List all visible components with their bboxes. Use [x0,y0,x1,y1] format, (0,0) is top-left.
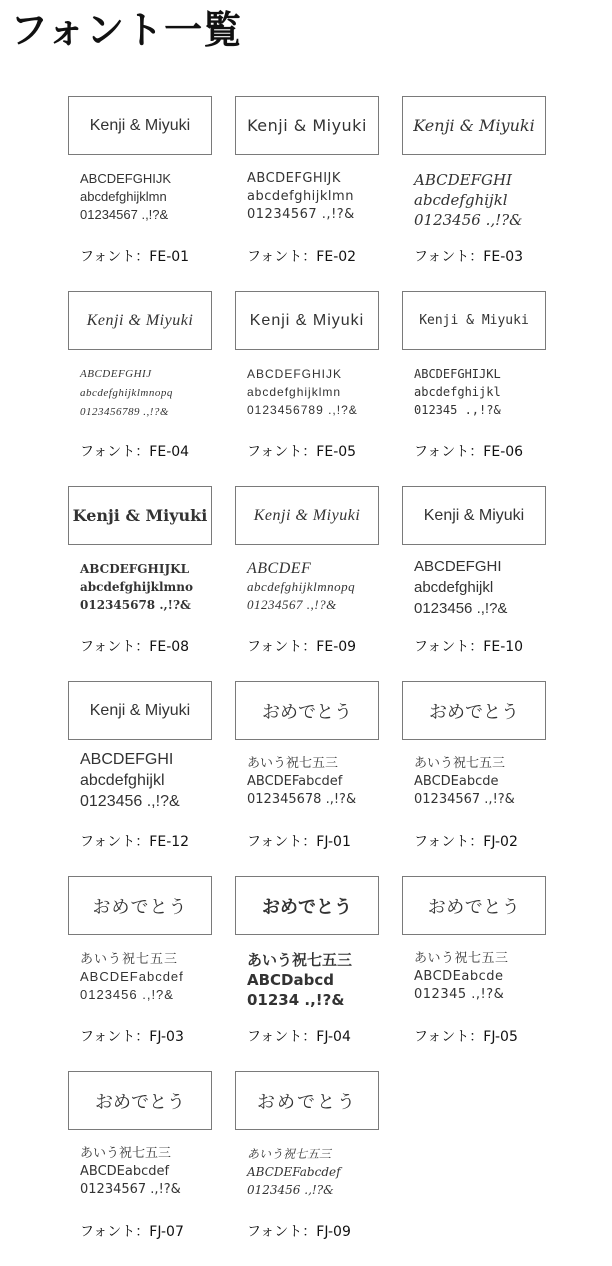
charset-line: abcdefghijkl [414,579,494,596]
font-card [402,486,546,681]
font-sample-box: Kenji & Miyuki [402,96,546,155]
font-card [68,681,212,876]
charset-line: ABCDEFabcdef [247,774,343,789]
font-sample-box: おめでとう [235,681,379,740]
font-charset [247,560,377,614]
font-card [68,1071,212,1266]
charset-line: 01234567 .,!?& [247,207,355,222]
charset-line: あいう祝七五三 [247,756,339,771]
charset-line: ABCDabcd [247,971,334,989]
charset-line: abcdefghijkl [80,772,165,789]
font-card [402,681,546,876]
font-charset [414,556,544,619]
charset-line: 01234 .,!?& [247,991,345,1009]
charset-line: あいう祝七五三 [247,1147,332,1161]
charset-line: 012345 .,!?& [414,987,505,1002]
charset-line: abcdefghijklmno [80,580,193,594]
font-label: フォント：FJ-01 [247,834,351,850]
charset-line: 01234567 .,!?& [247,597,337,612]
charset-line: ABCDEFabcdef [247,1165,341,1179]
font-label: フォント：FE-10 [414,639,524,655]
charset-line: ABCDEabcde [414,774,499,789]
charset-line: abcdefghijklmnopq [247,579,356,594]
font-charset [80,170,210,224]
charset-line: abcdefghijklmn [247,385,342,399]
font-charset [247,755,377,809]
font-card [235,876,379,1071]
charset-line: ABCDEFGHIJK [247,171,341,186]
charset-line: ABCDEFGHI [414,558,502,575]
font-charset [414,170,544,230]
font-sample-box: Kenji & Miyuki [68,681,212,740]
font-charset [80,1145,210,1199]
font-sample-box: おめでとう [235,1071,379,1130]
font-sample-box: Kenji & Miyuki [68,486,212,545]
charset-line: ABCDEFGHI [414,171,512,189]
charset-line: あいう祝七五三 [247,951,353,969]
font-card [235,486,379,681]
font-label: フォント：FE-03 [414,249,524,265]
font-charset [247,950,377,1010]
font-charset [80,749,210,812]
font-label: フォント：FE-01 [80,249,190,265]
font-charset [247,1145,377,1199]
font-charset [247,365,377,419]
charset-line: 0123456 .,!?& [414,600,508,617]
charset-line: abcdefghijkl [414,385,501,399]
charset-line: ABCDEabcde [414,969,504,984]
font-card [235,291,379,486]
font-grid [68,96,546,1266]
charset-line: abcdefghijkl [414,191,508,209]
font-label: フォント：FE-08 [80,639,190,655]
charset-line: 01234567 .,!?& [80,1182,181,1197]
charset-line: 0123456789 .,!?& [247,403,358,417]
charset-line: abcdefghijklmn [247,189,354,204]
charset-line: 01234567 .,!?& [414,792,515,807]
font-charset [414,755,544,809]
charset-line: ABCDEabcdef [80,1164,170,1179]
font-label: フォント：FJ-07 [80,1224,184,1240]
font-label: フォント：FE-02 [247,249,357,265]
font-label: フォント：FJ-04 [247,1029,351,1045]
font-card [68,486,212,681]
font-card [402,96,546,291]
font-charset [414,365,544,419]
font-charset [80,950,210,1004]
font-charset [80,560,210,614]
charset-line: 01234567 .,!?& [80,207,169,222]
charset-line: 0123456789 .,!?& [80,406,169,418]
font-card [402,291,546,486]
charset-line: ABCDEFGHIJKL [414,367,501,381]
font-card [235,96,379,291]
charset-line: ABCDEF [247,560,312,577]
font-card [68,876,212,1071]
charset-line: 012345678 .,!?& [247,792,357,807]
font-sample-box: おめでとう [68,1071,212,1130]
font-label: フォント：FJ-02 [414,834,518,850]
font-charset [247,170,377,224]
font-sample-box: Kenji & Miyuki [235,96,379,155]
font-card [68,96,212,291]
charset-line: 0123456 .,!?& [247,1183,334,1197]
charset-line: ABCDEFabcdef [80,969,184,984]
font-card [402,876,546,1071]
font-sample-box: おめでとう [235,876,379,935]
charset-line: 012345 .,!?& [414,403,501,417]
font-sample-box: Kenji & Miyuki [402,486,546,545]
font-charset [80,365,210,422]
charset-line: 012345678 .,!?& [80,598,191,612]
charset-line: あいう祝七五三 [414,951,509,966]
charset-line: 0123456 .,!?& [80,793,180,810]
font-label: フォント：FE-05 [247,444,357,460]
font-card [68,291,212,486]
charset-line: ABCDEFGHIJK [247,367,343,381]
font-label: フォント：FJ-09 [247,1224,351,1240]
font-label: フォント：FE-06 [414,444,524,460]
font-label: フォント：FJ-05 [414,1029,518,1045]
font-charset [414,950,544,1004]
charset-line: 0123456 .,!?& [414,211,523,229]
font-sample-box: Kenji & Miyuki [68,96,212,155]
charset-line: あいう祝七五三 [80,1146,172,1161]
font-label: フォント：FE-12 [80,834,190,850]
charset-line: ABCDEFGHI [80,751,174,768]
font-sample-box: Kenji & Miyuki [68,291,212,350]
font-sample-box: Kenji & Miyuki [402,291,546,350]
font-sample-box: Kenji & Miyuki [235,486,379,545]
font-card [235,681,379,876]
charset-line: ABCDEFGHIJ [80,368,152,380]
font-label: フォント：FE-04 [80,444,190,460]
charset-line: あいう祝七五三 [414,756,506,771]
page-title: フォント一覧 [10,8,243,52]
charset-line: abcdefghijklmn [80,189,167,204]
charset-line: 0123456 .,!?& [80,987,174,1002]
font-sample-box: Kenji & Miyuki [235,291,379,350]
font-sample-box: おめでとう [402,876,546,935]
charset-line: ABCDEFGHIJK [80,171,172,186]
font-card [235,1071,379,1266]
font-label: フォント：FJ-03 [80,1029,184,1045]
font-label: フォント：FE-09 [247,639,357,655]
charset-line: ABCDEFGHIJKL [80,562,190,576]
charset-line: abcdefghijklmnopq [80,387,173,399]
font-sample-box: おめでとう [402,681,546,740]
charset-line: あいう祝七五三 [80,951,179,966]
font-sample-box: おめでとう [68,876,212,935]
